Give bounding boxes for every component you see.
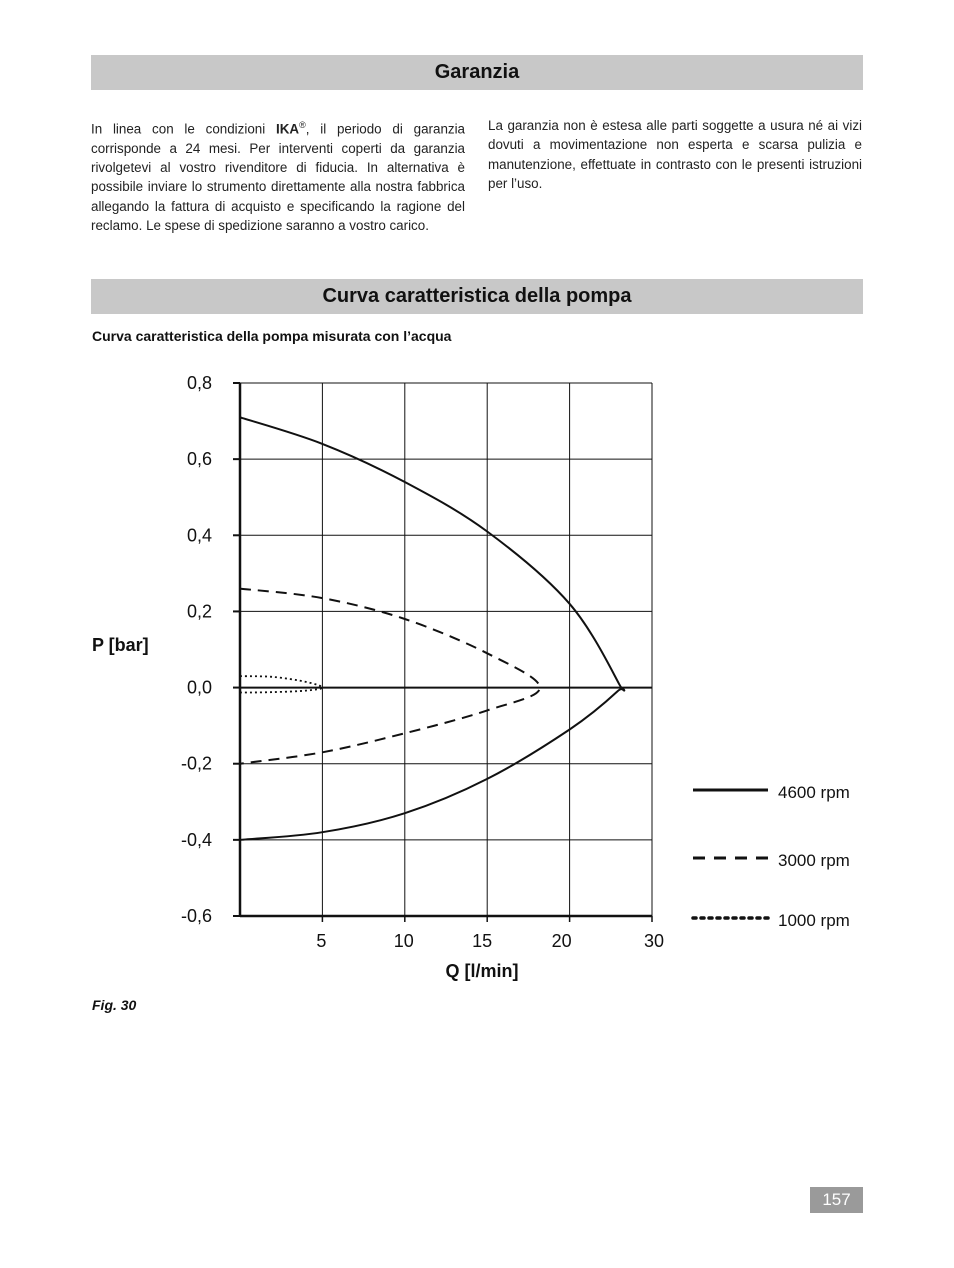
chart-axes: [233, 383, 652, 922]
x-tick-label: 30: [643, 931, 665, 951]
y-tick-label: 0,0: [186, 677, 212, 698]
brand-name: IKA: [276, 121, 300, 137]
chart-legend: [693, 783, 850, 930]
chart-labels: [92, 373, 664, 981]
x-axis-label: Q [l/min]: [445, 961, 519, 981]
chart-grid: [240, 383, 652, 916]
y-tick-label: 0,8: [186, 373, 212, 393]
y-tick-label: -0,6: [180, 906, 212, 926]
y-tick-label: 0,2: [186, 601, 212, 622]
section-title: Garanzia: [434, 61, 520, 83]
x-tick-label: 10: [393, 931, 414, 951]
y-tick-label: 0,4: [186, 525, 212, 546]
legend-label: 1000 rpm: [778, 911, 850, 930]
chart-series: [240, 417, 624, 840]
figure-caption: Fig. 30: [92, 997, 137, 1013]
series-line-dotted: [240, 676, 322, 692]
x-tick-label: 20: [551, 931, 572, 951]
warranty-text: In linea con le condizioni: [91, 121, 276, 137]
y-tick-label: 0,6: [186, 449, 212, 470]
x-tick-label: 15: [472, 931, 493, 951]
chart-subtitle: Curva caratteristica della pompa misurata con l’acqua: [92, 328, 452, 344]
series-line-solid: [240, 417, 624, 840]
warranty-text: La garanzia non è estesa alle parti soggette a usura né ai vizi dovuti a movimentazione non esperta e scarsa pulizia e manutenzione, effettuate in contrasto con le presenti istruzioni per l’uso.: [488, 118, 862, 191]
y-tick-label: -0,4: [180, 829, 212, 850]
y-tick-label: -0,2: [180, 753, 212, 774]
registered-mark: ®: [299, 120, 306, 130]
section-title: Curva caratteristica della pompa: [322, 285, 632, 307]
y-axis-label: P [bar]: [92, 635, 149, 655]
legend-label: 3000 rpm: [778, 851, 850, 870]
page-number: 157: [810, 1187, 863, 1213]
x-tick-label: 5: [316, 931, 327, 951]
warranty-text: , il periodo di garanzia corrisponde a 24 mesi. Per interventi coperti da garanzia rivolgetevi al vostro rivenditore di fiducia. In alternativa è possibile inviare lo strumento direttamente alla nostra fabbrica allegando la fattura di acquisto e specificando la ragione del reclamo. Le spese di spedizione saranno a vostro carico.: [91, 121, 466, 233]
legend-label: 4600 rpm: [778, 783, 850, 802]
series-line-dashed: [240, 589, 540, 764]
